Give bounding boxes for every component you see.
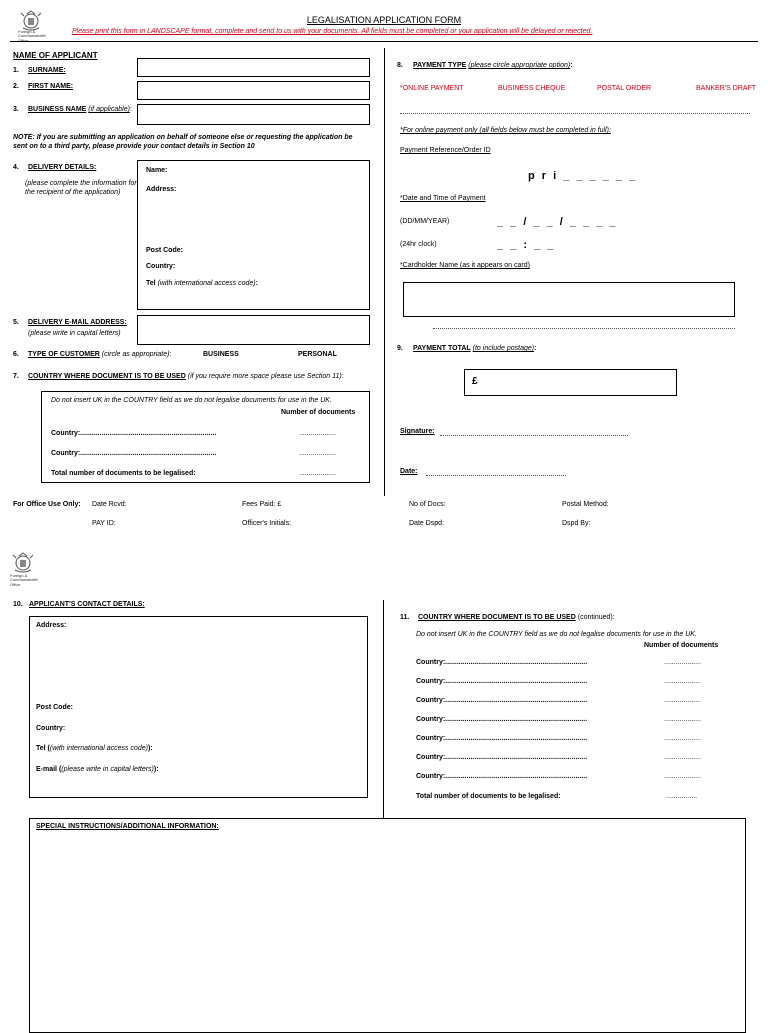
date-time-label: *Date and Time of Payment <box>400 195 486 202</box>
country-cont-row-3[interactable]: Country:......................................................................... <box>416 697 588 704</box>
column-divider <box>384 48 385 496</box>
customer-label: TYPE OF CUSTOMER (circle as appropriate): <box>28 351 172 358</box>
delivery-tel-label: Tel (with international access code): <box>146 280 258 287</box>
surname-input[interactable] <box>137 58 370 77</box>
option-postal-order[interactable]: POSTAL ORDER <box>597 85 652 92</box>
customer-num: 6. <box>13 351 19 358</box>
contact-box[interactable] <box>29 616 368 798</box>
country-row-2[interactable]: Country:...................................................................... <box>51 450 217 457</box>
first-name-input[interactable] <box>137 81 370 100</box>
count-row-1[interactable]: ................... <box>299 430 336 437</box>
contact-tel-label: Tel ((with international access code)): <box>36 745 153 752</box>
delivery-num: 4. <box>13 164 19 171</box>
cardholder-dots <box>433 328 735 329</box>
total-docs-dots[interactable]: ................... <box>299 470 336 477</box>
country-cont-row-4[interactable]: Country:......................................................................... <box>416 716 588 723</box>
country-cont-label: COUNTRY WHERE DOCUMENT IS TO BE USED (continued): <box>418 614 615 621</box>
count-cont-row-7[interactable]: ................... <box>664 773 701 780</box>
header-divider <box>10 41 758 42</box>
payment-total-input[interactable] <box>464 369 677 396</box>
business-name-num: 3. <box>13 106 19 113</box>
signature-line[interactable] <box>440 435 628 436</box>
country-box-note: Do not insert UK in the COUNTRY field as we do not legalise documents for use in the UK. <box>51 397 332 404</box>
count-cont-row-2[interactable]: ................... <box>664 678 701 685</box>
country-used-label: COUNTRY WHERE DOCUMENT IS TO BE USED (if you require more space please use Section 11): <box>28 373 344 380</box>
delivery-label: DELIVERY DETAILS: <box>28 164 97 171</box>
first-name-num: 2. <box>13 83 19 90</box>
name-heading: NAME OF APPLICANT <box>13 51 98 60</box>
country-cont-num: 11. <box>400 614 410 621</box>
cardholder-label: *Cardholder Name (as it appears on card) <box>400 262 530 269</box>
instruction-text: Please print this form in LANDSCAPE format, complete and send to us with your documents. All fields must be completed or your application will be delayed or rejected. <box>72 28 593 35</box>
date-line[interactable] <box>426 475 566 476</box>
count-cont-row-1[interactable]: ................... <box>664 659 701 666</box>
count-row-2[interactable]: ................... <box>299 450 336 457</box>
delivery-name-label: Name: <box>146 167 168 174</box>
country-box[interactable] <box>41 391 370 483</box>
payment-ref-input[interactable]: p r i _ _ _ _ _ _ <box>528 170 638 182</box>
count-cont-row-5[interactable]: ................... <box>664 735 701 742</box>
payment-type-num: 8. <box>397 62 403 69</box>
option-business-cheque[interactable]: BUSINESS CHEQUE <box>498 85 566 92</box>
country-cont-row-1[interactable]: Country:......................................................................... <box>416 659 588 666</box>
org-name-page2: Foreign & Commonwealth Office <box>10 573 38 587</box>
contact-country-label: Country: <box>36 725 66 732</box>
contact-num: 10. <box>13 601 23 608</box>
payment-ref-label: Payment Reference/Order ID <box>400 147 491 154</box>
delivery-box[interactable] <box>137 160 370 310</box>
pound-sign: £ <box>472 376 478 387</box>
contact-email-label: E-mail ((please write in capital letters)): <box>36 766 159 773</box>
surname-num: 1. <box>13 67 19 74</box>
date-format-label: (DD/MM/YEAR) <box>400 218 450 225</box>
org-name: Foreign & Commonwealth <box>18 29 46 39</box>
date-label: Date: <box>400 468 418 475</box>
office-fees-paid: Fees Paid: £ <box>242 501 282 508</box>
special-instructions-label: SPECIAL INSTRUCTIONS/ADDITIONAL INFORMATION: <box>36 823 219 830</box>
count-cont-row-6[interactable]: ................... <box>664 754 701 761</box>
option-online-payment[interactable]: *ONLINE PAYMENT <box>400 85 464 92</box>
email-label: DELIVERY E-MAIL ADDRESS: <box>28 319 127 326</box>
num-docs-label: Number of documents <box>281 409 356 416</box>
surname-label: SURNAME: <box>28 67 66 74</box>
country-cont-num-docs: Number of documents <box>644 642 719 649</box>
cardholder-input[interactable] <box>403 282 735 317</box>
column-divider-page2 <box>383 600 384 818</box>
online-note: *For online payment only (all fields below must be completed in full): <box>400 127 611 134</box>
email-num: 5. <box>13 319 19 326</box>
country-cont-row-2[interactable]: Country:......................................................................... <box>416 678 588 685</box>
delivery-address-label: Address: <box>146 186 177 193</box>
country-cont-total: Total number of documents to be legalised: <box>416 793 561 800</box>
delivery-postcode-label: Post Code: <box>146 247 183 254</box>
email-hint: (please write in capital letters) <box>28 330 121 337</box>
country-cont-total-dots[interactable]: ................ <box>666 793 698 800</box>
office-date-dspd: Date Dspd: <box>409 520 445 527</box>
customer-personal-option[interactable]: PERSONAL <box>298 351 337 358</box>
payment-total-num: 9. <box>397 345 403 352</box>
total-docs-label: Total number of documents to be legalised: <box>51 470 196 477</box>
country-cont-row-7[interactable]: Country:......................................................................... <box>416 773 588 780</box>
country-used-num: 7. <box>13 373 19 380</box>
third-party-note: NOTE: If you are submitting an application on behalf of someone else or requesting the application be sent on to a third party, please provide your contact details in Section 10 <box>13 134 353 150</box>
contact-address-label: Address: <box>36 622 67 629</box>
country-cont-row-5[interactable]: Country:......................................................................... <box>416 735 588 742</box>
form-title: LEGALISATION APPLICATION FORM <box>306 15 462 25</box>
office-postal-method: Postal Method: <box>562 501 609 508</box>
business-name-input[interactable] <box>137 104 370 125</box>
time-input[interactable]: _ _ : _ _ <box>497 239 556 251</box>
special-instructions-box[interactable] <box>29 818 746 1033</box>
contact-label: APPLICANT'S CONTACT DETAILS: <box>29 601 145 608</box>
delivery-hint: (please complete the information for the recipient of the application) <box>25 180 137 196</box>
delivery-country-label: Country: <box>146 263 176 270</box>
office-use-label: For Office Use Only: <box>13 501 81 508</box>
date-input[interactable]: _ _ / _ _ / _ _ _ _ <box>497 216 618 228</box>
contact-postcode-label: Post Code: <box>36 704 73 711</box>
divider-dots <box>400 113 750 114</box>
first-name-label: FIRST NAME: <box>28 83 74 90</box>
payment-type-label: PAYMENT TYPE (please circle appropriate option): <box>413 62 573 69</box>
count-cont-row-4[interactable]: ................... <box>664 716 701 723</box>
office-dspd-by: Dspd By: <box>562 520 591 527</box>
country-row-1[interactable]: Country:...................................................................... <box>51 430 217 437</box>
country-cont-row-6[interactable]: Country:......................................................................... <box>416 754 588 761</box>
email-input[interactable] <box>137 315 370 345</box>
office-pay-id: PAY ID: <box>92 520 116 527</box>
signature-label: Signature: <box>400 428 435 435</box>
payment-total-label: PAYMENT TOTAL (to include postage): <box>413 345 537 352</box>
office-date-rcvd: Date Rcvd: <box>92 501 127 508</box>
office-officer-initials: Officer's Initials: <box>242 520 292 527</box>
office-no-docs: No of Docs: <box>409 501 446 508</box>
count-cont-row-3[interactable]: ................... <box>664 697 701 704</box>
option-bankers-draft[interactable]: BANKER'S DRAFT <box>696 85 757 92</box>
business-name-label: BUSINESS NAME (if applicable): <box>28 106 132 113</box>
clock-label: (24hr clock) <box>400 241 437 248</box>
customer-business-option[interactable]: BUSINESS <box>203 351 239 358</box>
country-cont-note: Do not insert UK in the COUNTRY field as we do not legalise documents for use in the UK. <box>416 631 697 638</box>
